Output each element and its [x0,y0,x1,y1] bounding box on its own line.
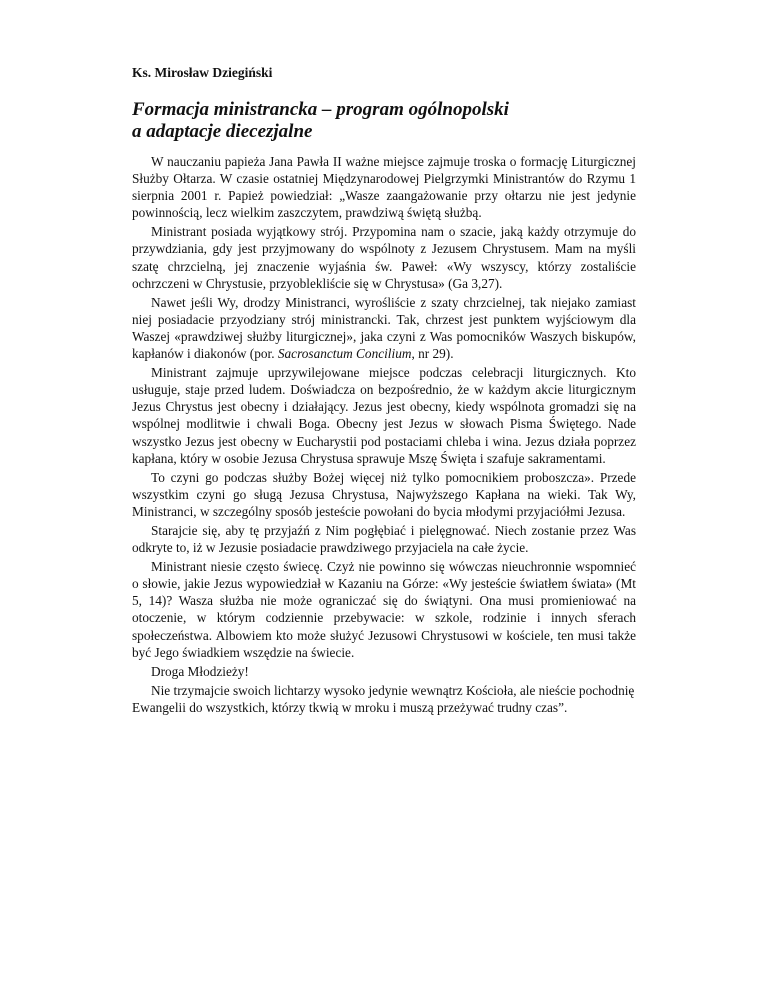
title-line-2: a adaptacje diecezjalne [132,121,313,142]
paragraph: Ministrant posiada wyjątkowy strój. Przypomina nam o szacie, jaką każdy otrzymuje do przywdziania, gdy jest przyjmowany do wspólnoty z Jezusem Chrystusem. Mam na myśli szatę chrzcielną, jej znaczenie wyjaśnia św. Paweł: «Wy wszyscy, którzy zostaliście ochrzczeni w Chrystusie, przyoblekliście się w Chrystusa» (Ga 3,27). [132,224,636,291]
title-line-1: Formacja ministrancka – program ogólnopolski [132,99,509,120]
paragraph-text: , nr 29). [411,346,454,362]
paragraph [132,294,636,362]
paragraph: Ministrant zajmuje uprzywilejowane miejsce podczas celebracji liturgicznych. Kto usługuje, staje przed ludem. Doświadcza on bezpośrednio, że w każdym akcie liturgicznym Jezus Chrystus jest obecny i działający. Jezus jest obecny, kiedy wspólnota gromadzi się na wspólnej modlitwie i chwali Boga. Obecny jest Jezus w słowach Pisma Świętego. Nade wszystko Jezus jest obecny w Eucharystii pod postaciami chleba i wina. Jezus działa poprzez kapłana, który w osobie Jezusa Chrystusa sprawuje Mszę Święta i szafuje sakramentami. [132,365,636,466]
paragraph: Nie trzymajcie swoich lichtarzy wysoko jedynie wewnątrz Kościoła, ale nieście pochodnię Ewangelii do wszystkich, którzy tkwią w mroku i muszą przeżywać trudny czas”. [132,682,635,715]
paragraph: Ministrant niesie często świecę. Czyż nie powinno się wówczas nieuchronnie wspomnieć o słowie, jakie Jezus wypowiedział w Kazaniu na Górze: «Wy jesteście światłem świata» (Mt 5, 14)? Wasza służba nie może ograniczać się do świątyni. Ona musi promieniować na otoczenie, w którym codziennie przebywacie: w szkole, rodzinie i innych sferach społeczeństwa. Albowiem kto może służyć Jezusowi Chrystusowi w kościele, ten musi także być Jego świadkiem wszędzie na świecie. [132,559,636,660]
paragraph: To czyni go podczas służby Bożej więcej niż tylko pomocnikiem proboszcza». Przede wszystkim czyni go sługą Jezusa Chrystusa, Najwyższego Kapłana na wieki. Tak Wy, Ministranci, w szczególny sposób jesteście powołani do bycia młodymi przyjaciółmi Jezusa. [132,469,636,519]
paragraph: W nauczaniu papieża Jana Pawła II ważne miejsce zajmuje troska o formację Liturgicznej Służby Ołtarza. W czasie ostatniej Międzynarodowej Pielgrzymki Ministrantów do Rzymu 1 sierpnia 2001 r. Papież powiedział: „Wasze zaangażowanie przy ołtarzu nie jest jedynie powinnością, lecz wielkim zaszczytem, prawdziwą świętą służbą. [132,154,636,221]
article-title [132,99,636,143]
paragraph-text: Nawet jeśli Wy, drodzy Ministranci, wyrośliście z szaty chrzcielnej, tak niejako zamiast niej posiadacie przyodziany strój ministrancki. Tak, chrzest jest punktem wyjściowym dla Waszej «prawdziwej służby liturgicznej», jaka czyni z Was pomocników Waszych biskupów, kapłanów i diakonów (por. [132,294,636,362]
italic-citation: Sacrosanctum Concilium [277,346,412,362]
author-name: Ks. Mirosław Dziegiński [132,65,273,80]
paragraph: Starajcie się, aby tę przyjaźń z Nim pogłębiać i pielęgnować. Niech zostanie przez Was odkryte to, iż w Jezusie posiadacie prawdziwego przyjaciela na całe życie. [132,522,636,556]
article-body [132,153,636,718]
greeting-line: Droga Młodzieży! [151,663,249,679]
